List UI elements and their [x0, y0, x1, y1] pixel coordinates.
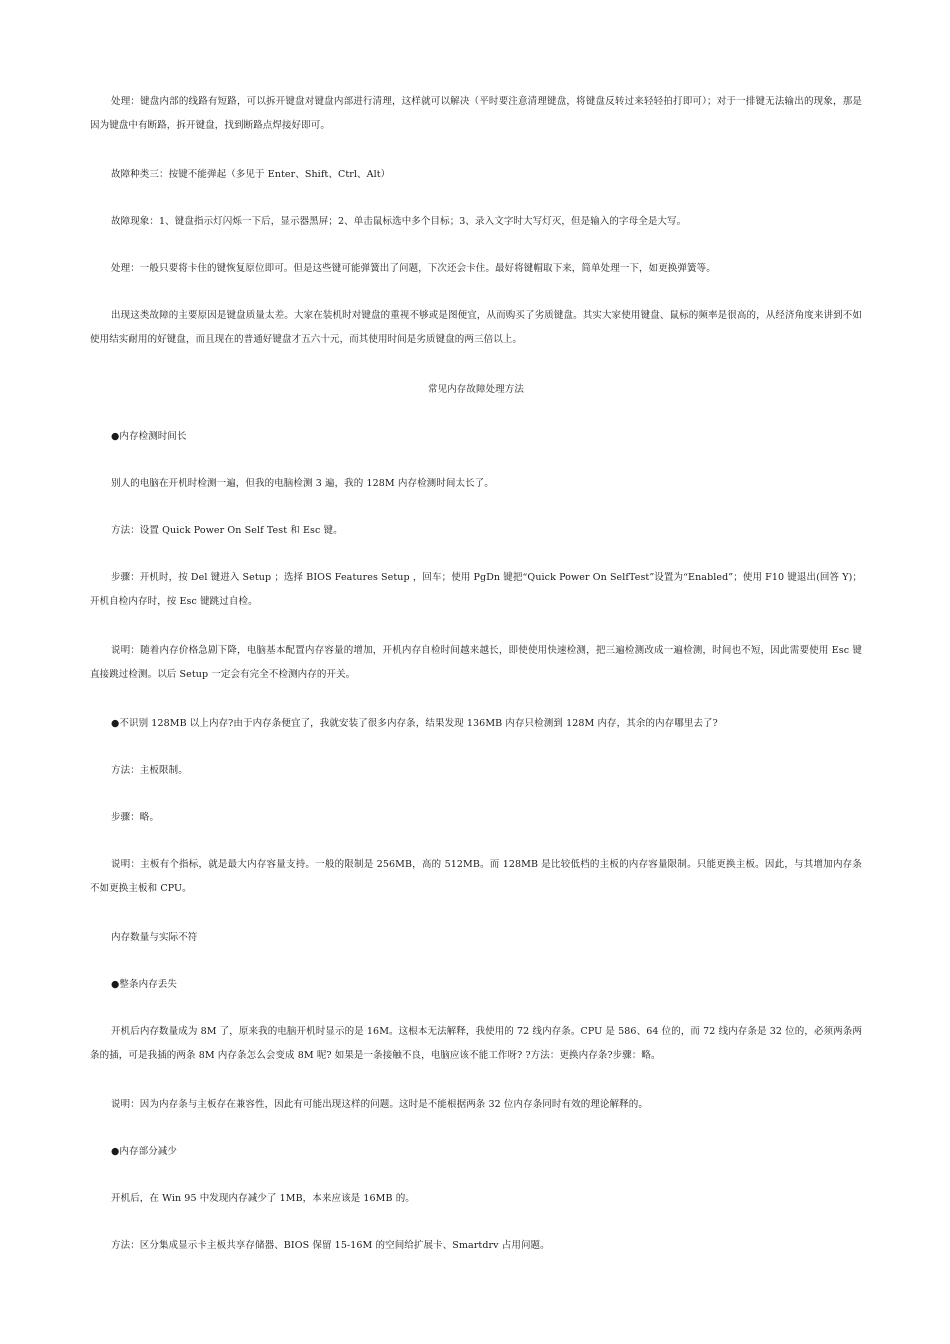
paragraph-method-board-limit: 方法：主板限制。: [111, 764, 188, 776]
paragraph-steps-bios-setup: 步骤：开机时，按 Del 键进入 Setup ；选择 BIOS Features Setup ，回车；使用 PgDn 键把“Quick Power On SelfTest”设置为“Enabled”；使用 F10 键退出(回答 Y)；开机自检内存时，按 Esc 键跳过自检。: [90, 571, 862, 607]
paragraph-steps-omitted: 步骤：略。: [111, 811, 160, 823]
paragraph-fault-symptoms: 故障现象：1、键盘指示灯闪烁一下后，显示器黑屏；2、单击鼠标选中多个目标；3、录入文字时大写灯灭，但是输入的字母全是大写。: [111, 215, 687, 227]
heading-memory-partially-reduced: ●内存部分减少: [111, 1145, 177, 1157]
heading-128mb-not-recognized: ●不识别 128MB 以上内存?由于内存条便宜了，我就安装了很多内存条，结果发现 136MB 内存只检测到 128M 内存，其余的内存哪里去了?: [111, 717, 718, 729]
paragraph-explanation-board-capacity: 说明：主板有个指标，就是最大内存容量支持。一般的限制是 256MB，高的 512MB。而 128MB 是比较低档的主板的内存容量限制。只能更换主板。因此，与其增加内存条不如更换主板和 CPU。: [90, 858, 862, 894]
paragraph-keyboard-short-circuit-fix: 处理：键盘内部的线路有短路，可以拆开键盘对键盘内部进行清理，这样就可以解决（平时要注意清理键盘，将键盘反转过来轻轻拍打即可）；对于一排键无法输出的现象，那是因为键盘中有断路，拆开键盘，找到断路点焊接好即可。: [90, 95, 862, 131]
paragraph-keyboard-quality: 出现这类故障的主要原因是键盘质量太差。大家在装机时对键盘的重视不够或是图便宜，从而购买了劣质键盘。其实大家使用键盘、鼠标的频率是很高的，从经济角度来讲到不如使用结实耐用的好键盘，而且现在的普通好键盘才五六十元，而其使用时间是劣质键盘的两三倍以上。: [90, 309, 862, 345]
paragraph-explanation-compatibility: 说明：因为内存条与主板存在兼容性，因此有可能出现这样的问题。这时是不能根据两条 32 位内存条同时有效的理论解释的。: [111, 1098, 648, 1110]
paragraph-fault-type-three: 故障种类三：按键不能弹起（多见于 Enter、Shift、Ctrl、Alt）: [111, 168, 391, 180]
heading-memory-mismatch: 内存数量与实际不符: [111, 931, 198, 943]
heading-whole-module-lost: ●整条内存丢失: [111, 978, 177, 990]
paragraph-explanation-esc-skip: 说明：随着内存价格急剧下降，电脑基本配置内存容量的增加，开机内存自检时间越来越长，即使使用快速检测，把三遍检测改成一遍检测，时间也不短，因此需要使用 Esc 键直接跳过检测。以后 Setup 一定会有完全不检测内存的开关。: [90, 644, 862, 680]
section-title-memory-faults: 常见内存故障处理方法: [427, 383, 524, 395]
paragraph-whole-module-lost-description: 开机后内存数量成为 8M 了，原来我的电脑开机时显示的是 16M。这根本无法解释，我使用的 72 线内存条。CPU 是 586、64 位的，而 72 线内存条是 32 位的，必须两条两条的插，可是我插的两条 8M 内存条怎么会变成 8M 呢? 如果是一条接触不良，电脑应该不能工作呀? ?方法：更换内存条?步骤：略。: [90, 1025, 862, 1061]
paragraph-win95-memory-reduced: 开机后，在 Win 95 中发现内存减少了 1MB，本来应该是 16MB 的。: [111, 1192, 415, 1204]
paragraph-stuck-key-fix: 处理：一般只要将卡住的键恢复原位即可。但是这些键可能弹簧出了问题，下次还会卡住。最好将键帽取下来，简单处理一下，如更换弹簧等。: [111, 262, 716, 274]
heading-memory-check-long: ●内存检测时间长: [111, 430, 187, 442]
paragraph-method-distinguish-causes: 方法：区分集成显示卡主板共享存储器、BIOS 保留 15-16M 的空间给扩展卡、Smartdrv 占用问题。: [111, 1239, 550, 1251]
paragraph-method-quick-power: 方法：设置 Quick Power On Self Test 和 Esc 键。: [111, 524, 343, 536]
paragraph-memory-check-description: 别人的电脑在开机时检测一遍，但我的电脑检测 3 遍，我的 128M 内存检测时间太长了。: [111, 477, 494, 489]
